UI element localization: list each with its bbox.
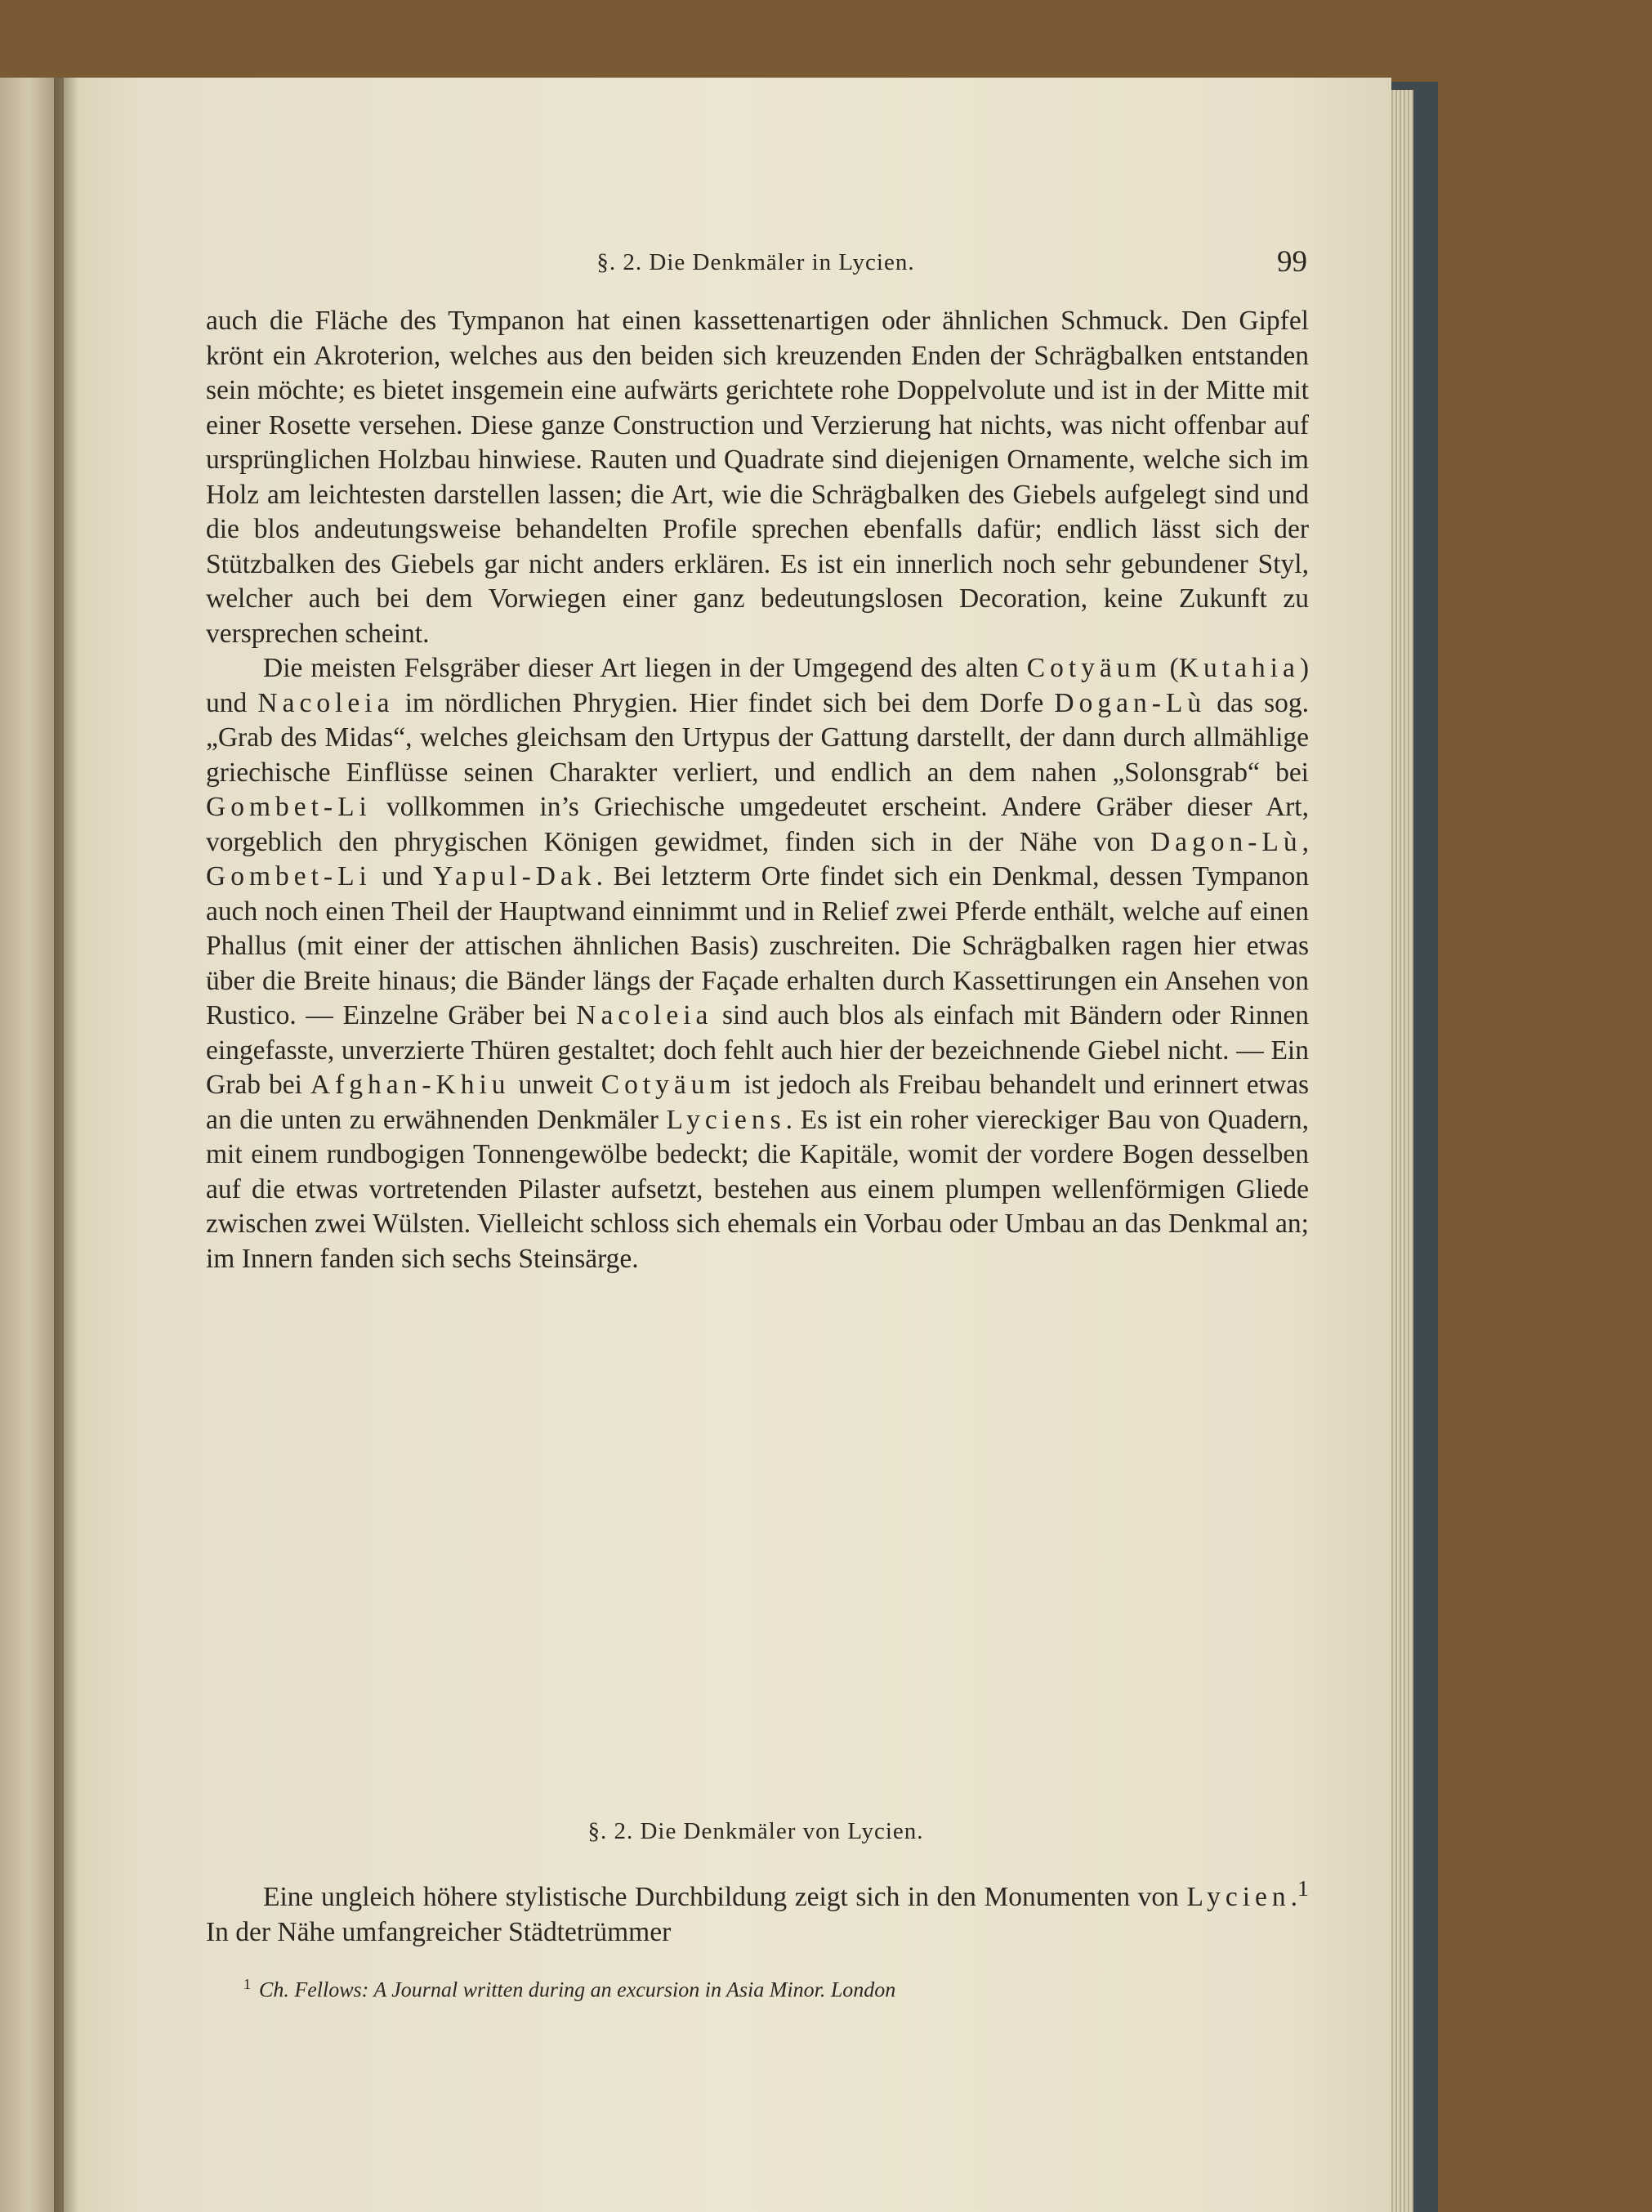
main-text: [206, 304, 1309, 1276]
footnote-text: Ch. Fellows: A Journal written during an excursion in Asia Minor. London: [259, 1977, 896, 2002]
place-name: Dogan-Lù: [1054, 687, 1207, 718]
paragraph-3: Eine ungleich höhere stylistische Durchbildung zeigt sich in den Monumenten von Lycien.$^1$ In der Nähe umfangreicher Städtetrümmer: [206, 1876, 1309, 1948]
place-name: Cotyäum: [601, 1070, 736, 1100]
place-name: Dagon-Lù: [1150, 826, 1302, 857]
footnote-reference: 1: [1297, 1876, 1309, 1901]
place-name: Afghan-Khiu: [310, 1070, 511, 1100]
page-number: 99: [1277, 245, 1307, 279]
paragraph-2: Die meisten Felsgräber dieser Art liegen in der Umgegend des alten Cotyäum (Kutahia) und Nacoleia im nördlichen Phrygien. Hier findet sich bei dem Dorfe Dogan-Lù das sog. „Grab des Midas“, welches gleichsam den Urtypus der Gattung darstellt, der dann durch allmählige griechische Einflüsse seinen Charakter verliert, und endlich an dem nahen „Solonsgrab“ bei Gombet-Li vollkommen in’s Griechische umgedeutet erscheint. Andere Gräber dieser Art, vorgeblich den phrygischen Königen gewidmet, finden sich in der Nähe von Dagon-Lù, Gombet-Li und Yapul-Dak. Bei letzterm Orte findet sich ein Denkmal, dessen Tympanon auch noch einen Theil der Hauptwand einnimmt und in Relief zwei Pferde enthält, welche auf einen Phallus (mit einer der attischen ähnlichen Basis) zuschreiten. Die Schrägbalken ragen hier etwas über die Breite hinaus; die Bänder längs der Façade erhalten durch Kassettirungen ein Ansehen von Rustico. — Einzelne Gräber bei Nacoleia sind auch blos als einfach mit Bändern oder Rinnen eingefasste, unverzierte Thüren gestaltet; doch fehlt auch hier der bezeichnende Giebel nicht. — Ein Grab bei Afghan-Khiu unweit Cotyäum ist jedoch als Freibau behandelt und erinnert etwas an die unten zu erwähnenden Denkmäler Lyciens. Es ist ein roher viereckiger Bau von Quadern, mit einem rundbogigen Tonnengewölbe bedeckt; die Kapitäle, womit der vordere Bogen desselben auf die etwas vortretenden Pilaster aufsetzt, bestehen aus einem plumpen wellenförmigen Gliede zwischen zwei Wülsten. Vielleicht schloss sich ehemals ein Vorbau oder Umbau an das Denkmal an; im Innern fanden sich sechs Steinsärge.: [206, 653, 1310, 1274]
place-name: Nacoleia: [257, 687, 395, 718]
book-page: [64, 78, 1391, 2212]
place-name: Lyciens: [666, 1104, 786, 1135]
section-text: [206, 1871, 1309, 1950]
place-name: Gombet-Li: [206, 792, 372, 822]
footnote-number: 1: [243, 1976, 251, 1992]
place-name: Kutahia: [1178, 653, 1300, 683]
place-name: Cotyäum: [1026, 653, 1162, 683]
running-head: §. 2. Die Denkmäler in Lycien.: [596, 249, 915, 275]
footnote: [243, 1971, 1310, 2004]
section-heading: §. 2. Die Denkmäler von Lycien.: [587, 1818, 924, 1844]
paragraph-1: auch die Fläche des Tympanon hat einen kassettenartigen oder ähnlichen Schmuck. Den Gipfel krönt ein Akroterion, welches aus den beiden sich kreuzenden Enden der Schrägbalken entstanden sein möchte; es bietet insgemein eine aufwärts gerichtete rohe Doppelvolute und ist in der Mitte mit einer Rosette versehen. Diese ganze Construction und Verzierung hat nichts, was nicht offenbar auf ursprünglichen Holzbau hinwiese. Rauten und Quadrate sind diejenigen Ornamente, welche sich im Holz am leichtesten darstellen lassen; die Art, wie die Schrägbalken des Giebels aufgelegt sind und die blos andeutungsweise behandelten Profile sprechen ebenfalls dafür; endlich lässt sich der Stützbalken des Giebels gar nicht anders erklären. Es ist ein innerlich noch sehr gebundener Styl, welcher auch bei dem Vorwiegen einer ganz bedeutungslosen Decoration, keine Zukunft zu versprechen scheint.: [206, 306, 1309, 649]
book-gutter-shadow: [54, 78, 78, 2212]
place-name: Yapul-Dak: [433, 861, 596, 892]
place-name: Gombet-Li: [206, 861, 372, 892]
place-name: Nacoleia: [576, 1000, 713, 1030]
page-header: [204, 245, 1307, 298]
place-name: Lycien: [1186, 1882, 1291, 1913]
